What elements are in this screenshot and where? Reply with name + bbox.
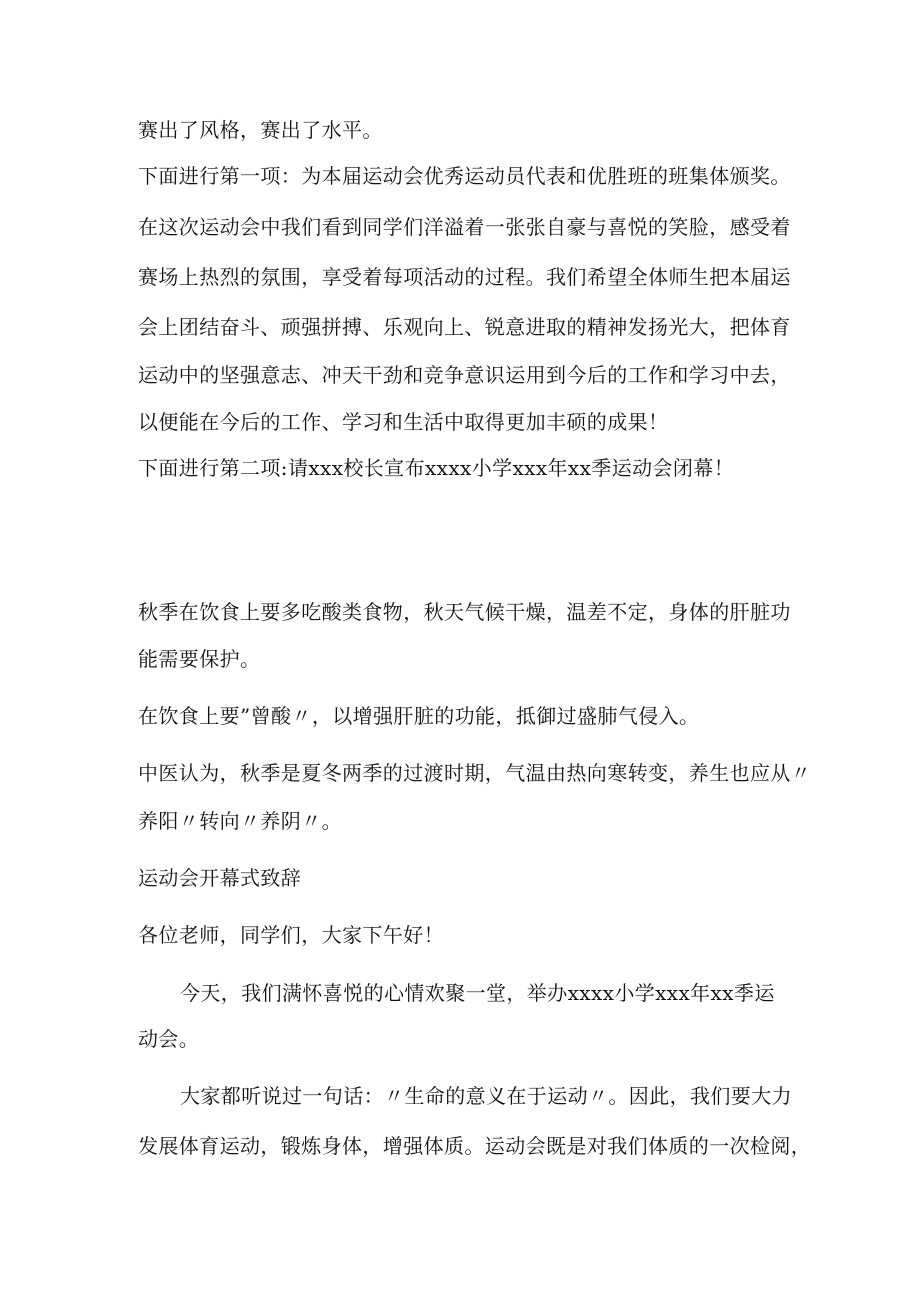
- paragraph-line: 秋季在饮食上要多吃酸类食物，秋天气候干燥，温差不定，身体的肝脏功: [138, 600, 791, 624]
- section-title: 运动会开幕式致辞: [138, 866, 302, 890]
- paragraph-line: 会上团结奋斗、顽强拼搏、乐观向上、锐意进取的精神发扬光大，把体育: [138, 315, 791, 339]
- paragraph-line: 今天，我们满怀喜悦的心情欢聚一堂，举办xxxx小学xxx年xx季运: [180, 981, 775, 1005]
- paragraph-line: 运动中的坚强意志、冲天干劲和竞争意识运用到今后的工作和学习中去，: [138, 363, 791, 387]
- paragraph-line: 以便能在今后的工作、学习和生活中取得更加丰硕的成果！: [138, 410, 669, 434]
- paragraph-line: 能需要保护。: [138, 647, 261, 671]
- paragraph-line: 赛出了风格，赛出了水平。: [138, 118, 383, 142]
- paragraph-line: 下面进行第一项：为本届运动会优秀运动员代表和优胜班的班集体颁奖。: [138, 164, 791, 188]
- paragraph-line: 发展体育运动，锻炼身体，增强体质。运动会既是对我们体质的一次检阅，: [138, 1134, 812, 1158]
- paragraph-line: 在饮食上要”曾酸〃，以增强肝脏的功能，抵御过盛肺气侵入。: [138, 704, 700, 728]
- paragraph-line: 大家都听说过一句话：〃生命的意义在于运动〃。因此，我们要大力: [180, 1084, 792, 1108]
- paragraph-line: 养阳〃转向〃养阴〃。: [138, 809, 342, 833]
- paragraph-line: 动会。: [138, 1027, 200, 1051]
- paragraph-line: 下面进行第二项:请xxx校长宣布xxxx小学xxx年xx季运动会闭幕！: [138, 456, 735, 480]
- greeting-line: 各位老师，同学们，大家下午好！: [138, 923, 444, 947]
- paragraph-line: 赛场上热烈的氛围，享受着每项活动的过程。我们希望全体师生把本届运: [138, 265, 791, 289]
- paragraph-line: 中医认为，秋季是夏冬两季的过渡时期，气温由热向寒转变，养生也应从〃: [138, 761, 812, 785]
- paragraph-line: 在这次运动会中我们看到同学们洋溢着一张张自豪与喜悦的笑脸，感受着: [138, 215, 791, 239]
